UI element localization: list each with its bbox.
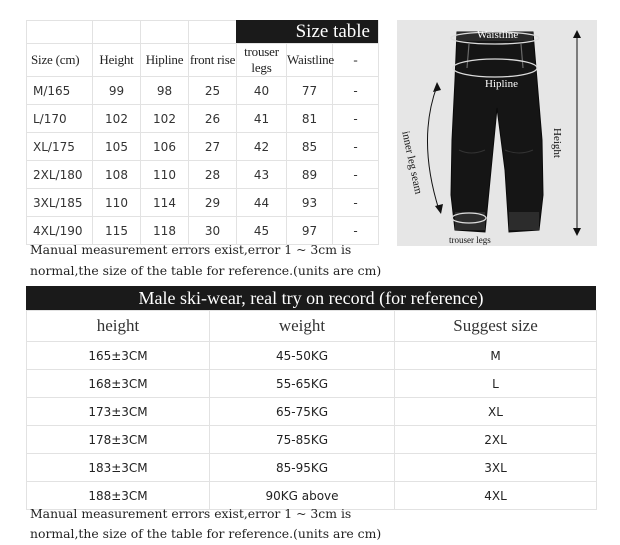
cell: - xyxy=(333,161,379,189)
cell: 2XL xyxy=(395,426,597,454)
table-row xyxy=(27,454,597,482)
cell: XL xyxy=(395,398,597,426)
cell: 65-75KG xyxy=(210,398,395,426)
cell: 42 xyxy=(237,133,287,161)
header-front-rise: front rise xyxy=(189,44,237,77)
cell: 45 xyxy=(237,217,287,245)
header-height: height xyxy=(27,311,210,342)
ski-note-line2: normal,the size of the table for reference.(units are cm) xyxy=(30,526,382,541)
cell: - xyxy=(333,217,379,245)
size-note-line2: normal,the size of the table for reference.(units are cm) xyxy=(30,263,382,278)
cell: M xyxy=(395,342,597,370)
cell: 110 xyxy=(141,161,189,189)
cell: 41 xyxy=(237,105,287,133)
cell: 110 xyxy=(93,189,141,217)
cell: 97 xyxy=(287,217,333,245)
cell: - xyxy=(333,133,379,161)
header-weight: weight xyxy=(210,311,395,342)
table-row xyxy=(27,77,379,105)
cell: 3XL xyxy=(395,454,597,482)
cell: 30 xyxy=(189,217,237,245)
table-row xyxy=(27,133,379,161)
cell: 178±3CM xyxy=(27,426,210,454)
pants-diagram xyxy=(397,20,597,246)
cell: 2XL/180 xyxy=(27,161,93,189)
cell: - xyxy=(333,77,379,105)
cell: 114 xyxy=(141,189,189,217)
cell: 26 xyxy=(189,105,237,133)
cell: 105 xyxy=(93,133,141,161)
table-row xyxy=(27,398,597,426)
ski-note-line1: Manual measurement errors exist,error 1 ~ 3cm is xyxy=(30,506,352,521)
header-dash: - xyxy=(333,44,379,77)
table-row xyxy=(27,161,379,189)
cell: 28 xyxy=(189,161,237,189)
table-row xyxy=(27,189,379,217)
cell: 102 xyxy=(93,105,141,133)
pants-illustration xyxy=(397,20,597,246)
header-size: Size (cm) xyxy=(27,44,93,77)
table-row xyxy=(27,105,379,133)
cell: 99 xyxy=(93,77,141,105)
cell: 40 xyxy=(237,77,287,105)
cell: 4XL/190 xyxy=(27,217,93,245)
cell: 89 xyxy=(287,161,333,189)
header-suggest-size: Suggest size xyxy=(395,311,597,342)
cell: - xyxy=(333,105,379,133)
inner-leg-label: inner leg seam xyxy=(399,130,425,196)
cell: 102 xyxy=(141,105,189,133)
cell: 165±3CM xyxy=(27,342,210,370)
cell: 81 xyxy=(287,105,333,133)
cell: 25 xyxy=(189,77,237,105)
cell: 98 xyxy=(141,77,189,105)
header-trouser-legs: trouser legs xyxy=(237,44,287,77)
cell: L xyxy=(395,370,597,398)
table-row xyxy=(27,426,597,454)
cell: 115 xyxy=(93,217,141,245)
cell: 55-65KG xyxy=(210,370,395,398)
ski-table xyxy=(26,310,597,510)
header-height: Height xyxy=(93,44,141,77)
cell: 93 xyxy=(287,189,333,217)
size-table xyxy=(26,20,379,245)
cell: 45-50KG xyxy=(210,342,395,370)
size-table-title: Size table xyxy=(236,20,378,43)
cell: M/165 xyxy=(27,77,93,105)
cell: 44 xyxy=(237,189,287,217)
cell: 75-85KG xyxy=(210,426,395,454)
size-note-line1: Manual measurement errors exist,error 1 ~ 3cm is xyxy=(30,242,352,257)
table-row xyxy=(27,370,597,398)
cell: 168±3CM xyxy=(27,370,210,398)
ski-table-title: Male ski-wear, real try on record (for reference) xyxy=(26,286,596,310)
cell: 77 xyxy=(287,77,333,105)
cell: 3XL/185 xyxy=(27,189,93,217)
cell: 27 xyxy=(189,133,237,161)
table-row xyxy=(27,342,597,370)
header-hipline: Hipline xyxy=(141,44,189,77)
trouser-legs-label: trouser legs xyxy=(449,235,491,245)
ski-table-header-row xyxy=(27,311,597,342)
cell: 183±3CM xyxy=(27,454,210,482)
height-label: Height xyxy=(551,128,563,158)
cell: XL/175 xyxy=(27,133,93,161)
hipline-label: Hipline xyxy=(485,78,518,90)
size-table-header-row xyxy=(27,44,379,77)
cell: 85-95KG xyxy=(210,454,395,482)
header-waistline: Waistline xyxy=(287,44,333,77)
cell: 90KG above xyxy=(210,482,395,510)
cell: 118 xyxy=(141,217,189,245)
cell: L/170 xyxy=(27,105,93,133)
cell: 29 xyxy=(189,189,237,217)
waistline-label: Waistline xyxy=(477,29,519,41)
cell: - xyxy=(333,189,379,217)
cell: 4XL xyxy=(395,482,597,510)
cell: 43 xyxy=(237,161,287,189)
cell: 108 xyxy=(93,161,141,189)
cell: 173±3CM xyxy=(27,398,210,426)
cell: 106 xyxy=(141,133,189,161)
cell: 188±3CM xyxy=(27,482,210,510)
cell: 85 xyxy=(287,133,333,161)
